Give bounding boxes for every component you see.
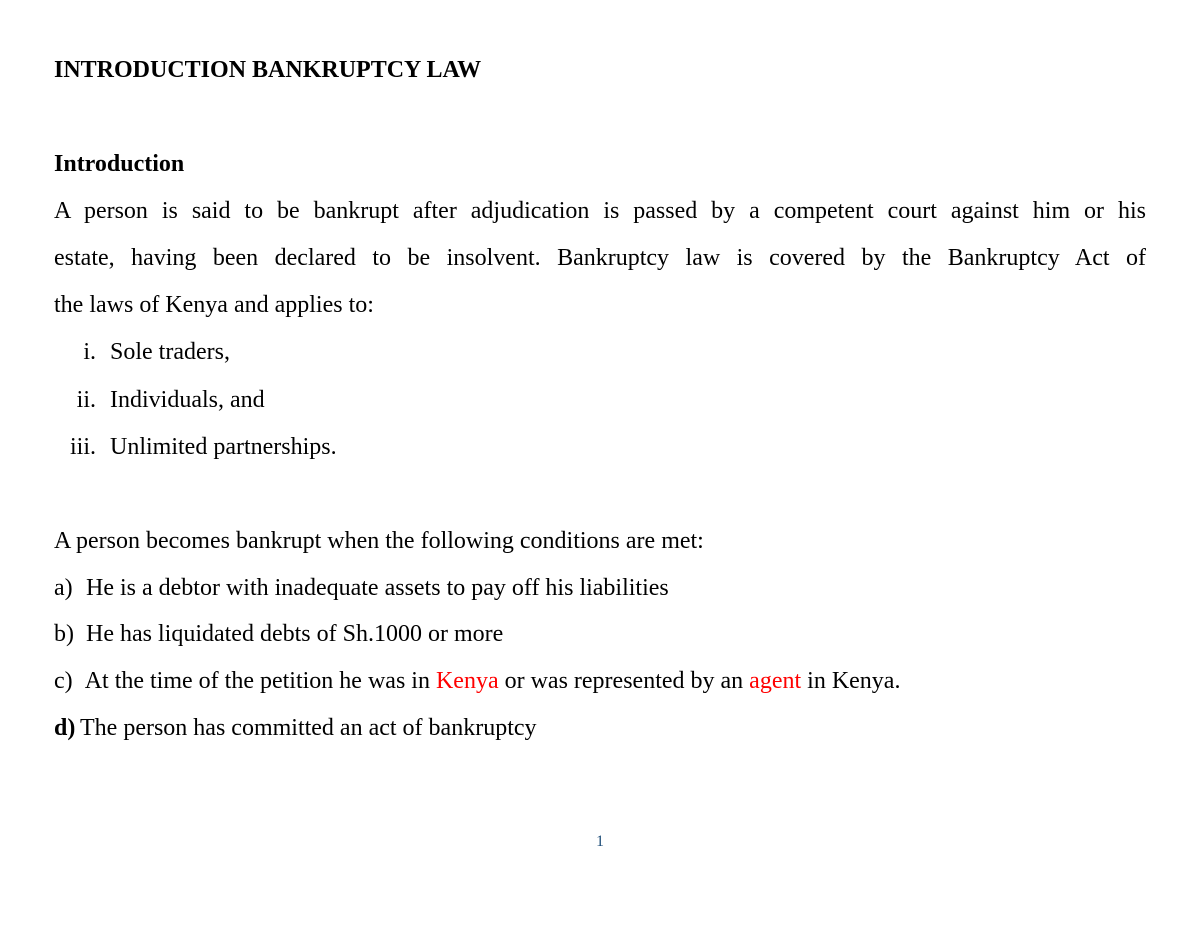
condition-item xyxy=(54,669,900,693)
condition-text: He is a debtor with inadequate assets to pay off his liabilities xyxy=(86,575,669,601)
condition-marker: c) xyxy=(54,668,73,694)
paragraph-line: A person is said to be bankrupt after adjudication is passed by a competent court against him or his xyxy=(54,198,1146,224)
condition-text: or was represented by an xyxy=(504,668,744,694)
paragraph-line: estate, having been declared to be insolvent. Bankruptcy law is covered by the Bankruptcy Act of xyxy=(54,245,1146,271)
condition-marker: a) xyxy=(54,575,73,601)
list-text: Sole traders, xyxy=(110,339,230,365)
list-number: iii. xyxy=(69,434,96,460)
condition-marker: d) xyxy=(54,715,76,741)
page-number: 1 xyxy=(596,833,604,850)
condition-item xyxy=(54,622,503,646)
conditions-intro: A person becomes bankrupt when the following conditions are met: xyxy=(54,528,704,554)
list-text: Individuals, and xyxy=(110,387,265,413)
condition-item xyxy=(54,716,537,740)
section-heading: Introduction xyxy=(54,151,185,177)
condition-text: He has liquidated debts of Sh.1000 or more xyxy=(86,621,504,647)
document-title: INTRODUCTION BANKRUPTCY LAW xyxy=(54,57,482,83)
condition-item xyxy=(54,576,669,600)
condition-text: At the time of the petition he was in xyxy=(84,668,430,694)
highlighted-word: agent xyxy=(749,668,802,694)
list-text: Unlimited partnerships. xyxy=(110,434,337,460)
list-number: ii. xyxy=(76,387,96,413)
highlighted-word: Kenya xyxy=(435,668,499,694)
condition-marker: b) xyxy=(54,621,74,647)
condition-text: The person has committed an act of bankruptcy xyxy=(80,715,537,741)
list-number: i. xyxy=(83,339,96,365)
paragraph-line: the laws of Kenya and applies to: xyxy=(54,292,374,318)
condition-text: in Kenya. xyxy=(807,668,901,694)
